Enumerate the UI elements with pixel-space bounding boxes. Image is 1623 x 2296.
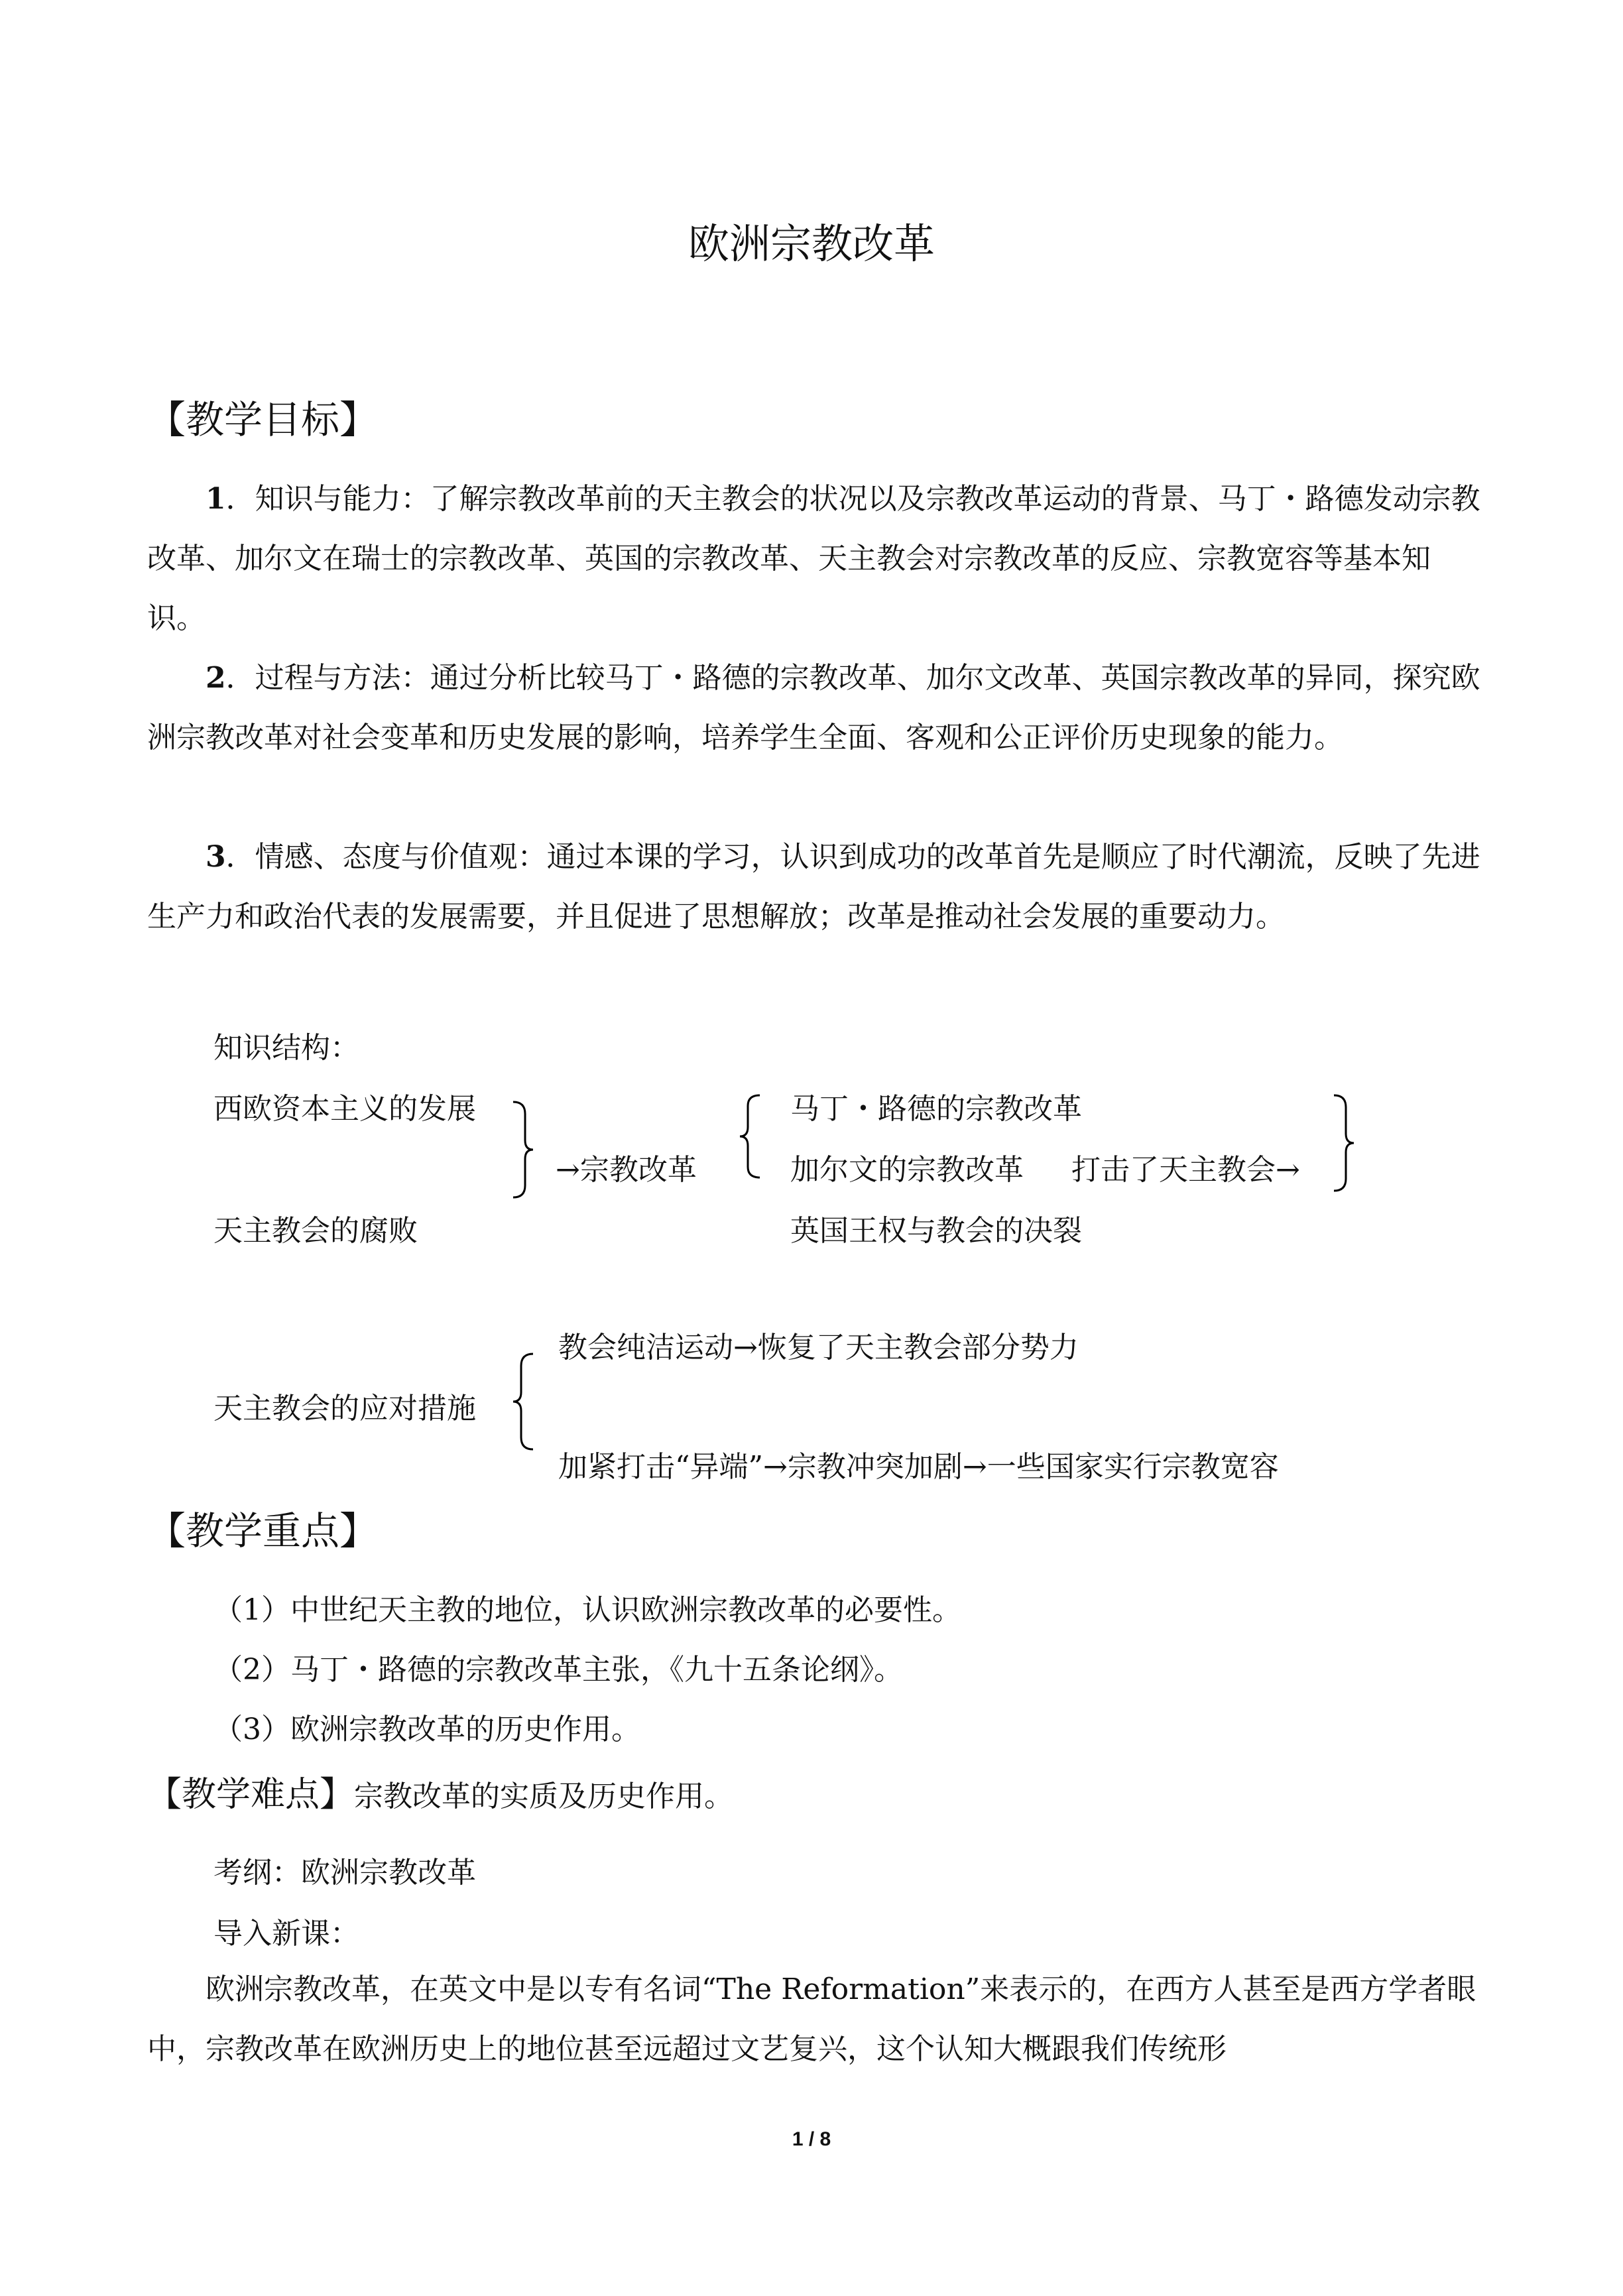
objective-1 bbox=[147, 469, 1486, 648]
diagram-brace-reforms bbox=[737, 1094, 764, 1180]
objective-1-number: 1 bbox=[206, 482, 226, 516]
structure-label: 知识结构： bbox=[213, 1031, 359, 1065]
difficulty-line bbox=[147, 1766, 733, 1816]
diagram-reform-1: 马丁・路德的宗教改革 bbox=[790, 1092, 1082, 1126]
objectives-heading: 【教学目标】 bbox=[147, 397, 379, 442]
diagram-brace-causes bbox=[511, 1101, 537, 1200]
difficulty-text: 宗教改革的实质及历史作用。 bbox=[354, 1780, 734, 1813]
objective-3 bbox=[147, 827, 1486, 947]
outline: 考纲：欧洲宗教改革 bbox=[213, 1856, 476, 1890]
key-points-heading: 【教学重点】 bbox=[147, 1508, 379, 1553]
diagram-reform-3: 英国王权与教会的决裂 bbox=[790, 1214, 1082, 1248]
diagram-brace-response bbox=[511, 1353, 537, 1452]
objective-1-text: ．知识与能力：了解宗教改革前的天主教会的状况以及宗教改革运动的背景、马丁・路德发动宗教改革、加尔文在瑞士的宗教改革、英国的宗教改革、天主教会对宗教改革的反应、宗教宽容等基本知识。 bbox=[147, 482, 1480, 635]
key-point-2: （2）马丁・路德的宗教改革主张，《九十五条论纲》。 bbox=[213, 1653, 903, 1687]
diagram-cause-1: 西欧资本主义的发展 bbox=[213, 1092, 476, 1126]
key-point-1: （1）中世纪天主教的地位，认识欧洲宗教改革的必要性。 bbox=[213, 1593, 961, 1627]
objective-2 bbox=[147, 648, 1486, 768]
objective-2-number: 2 bbox=[206, 661, 226, 695]
objective-2-text: ．过程与方法：通过分析比较马丁・路德的宗教改革、加尔文改革、英国宗教改革的异同，探究欧洲宗教改革对社会变革和历史发展的影响，培养学生全面、客观和公正评价历史现象的能力。 bbox=[147, 661, 1480, 755]
objective-3-text: ．情感、态度与价值观：通过本课的学习，认识到成功的改革首先是顺应了时代潮流，反映了先进生产力和政治代表的发展需要，并且促进了思想解放；改革是推动社会发展的重要动力。 bbox=[147, 840, 1480, 934]
intro-paragraph bbox=[147, 1960, 1486, 2079]
objective-3-number: 3 bbox=[206, 840, 226, 874]
diagram-reform-2: 加尔文的宗教改革 bbox=[790, 1153, 1024, 1187]
intro-label: 导入新课： bbox=[213, 1917, 359, 1951]
difficulty-heading: 【教学难点】 bbox=[147, 1775, 355, 1815]
diagram-brace-result bbox=[1331, 1094, 1358, 1193]
diagram-cause-2: 天主教会的腐败 bbox=[213, 1214, 418, 1248]
page-title: 欧洲宗教改革 bbox=[688, 219, 935, 268]
diagram-response-2: 加紧打击“异端”→宗教冲突加剧→一些国家实行宗教宽容 bbox=[558, 1450, 1279, 1484]
page-number: 1 / 8 bbox=[792, 2128, 831, 2150]
diagram-center: →宗教改革 bbox=[556, 1153, 697, 1187]
key-point-3: （3）欧洲宗教改革的历史作用。 bbox=[213, 1713, 640, 1746]
diagram-response-label: 天主教会的应对措施 bbox=[213, 1392, 476, 1425]
diagram-result: 打击了天主教会→ bbox=[1071, 1153, 1300, 1187]
diagram-response-1: 教会纯洁运动→恢复了天主教会部分势力 bbox=[558, 1331, 1079, 1364]
intro-text: 欧洲宗教改革，在英文中是以专有名词“The Reformation”来表示的，在西方人甚至是西方学者眼中，宗教改革在欧洲历史上的地位甚至远超过文艺复兴，这个认知大概跟我们传统形 bbox=[147, 1972, 1476, 2066]
